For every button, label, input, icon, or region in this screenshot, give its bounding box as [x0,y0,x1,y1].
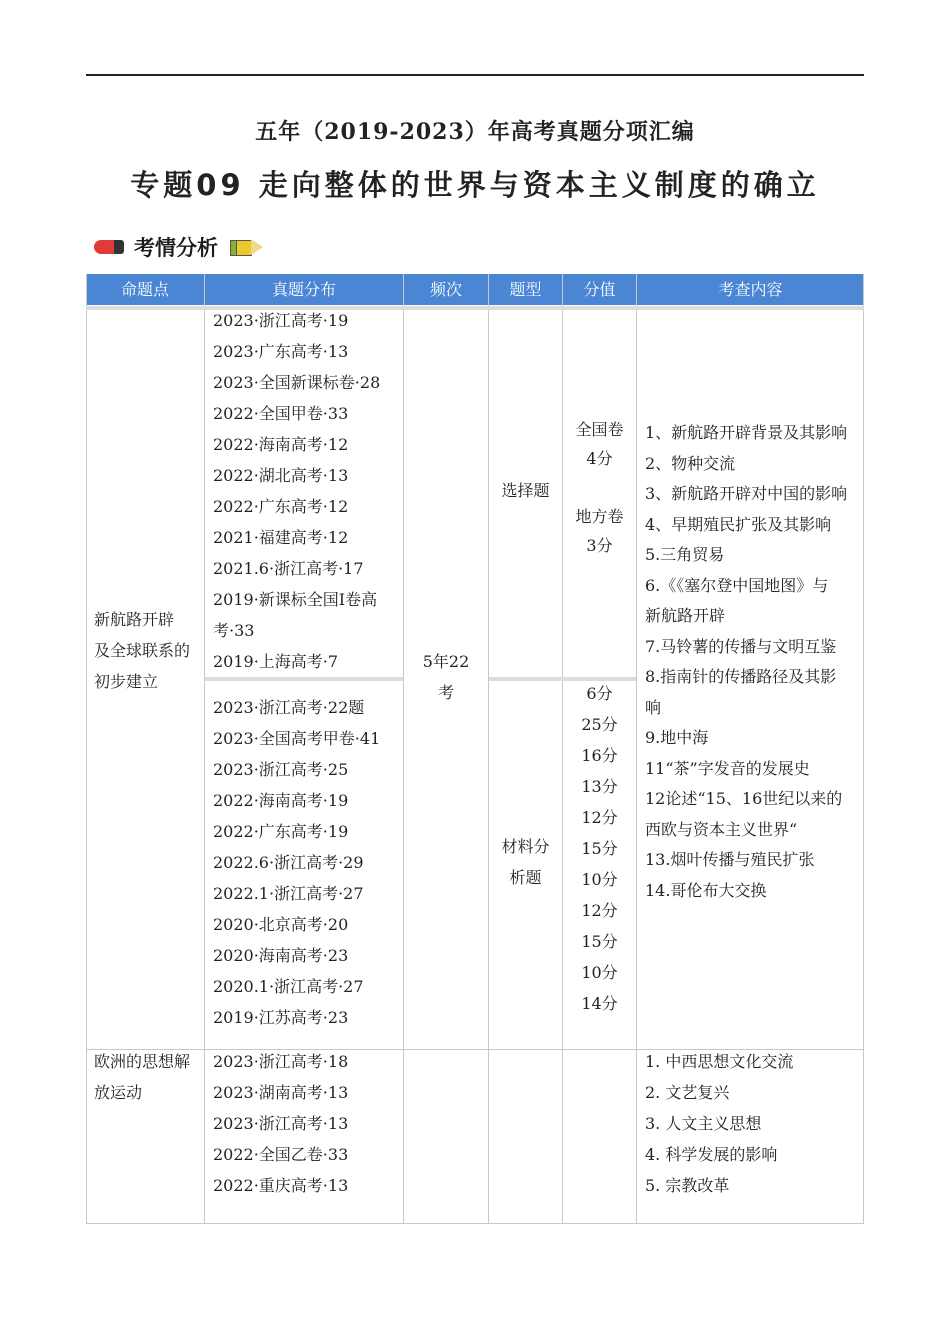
pencil-icon [230,239,264,255]
top-rule [86,74,864,76]
papers-list-material: 2023·浙江高考·22题 2023·全国高考甲卷·41 2023·浙江高考·25 2022·海南高考·19 2022·广东高考·19 2022.6·浙江高考·29 2022.1·浙江高考·27 2020·北京高考·20 2020·海南高考·23 2020.1·浙江高考·27 2019·江苏高考·23 [213,698,381,1027]
content-enlightenment: 1. 中西思想文化交流 2. 文艺复兴 3. 人文主义思想 4. 科学发展的影响 5. 宗教改革 [645,1052,794,1195]
exam-analysis-table [86,274,864,1224]
topic-new-routes: 新航路开辟 及全球联系的 初步建立 [94,610,191,691]
column-header-type: 题型 [489,274,562,305]
score-choice: 全国卷 4分 地方卷 3分 [575,420,624,555]
section-label: 考情分析 [134,236,218,260]
document-title: 专题09 走向整体的世界与资本主义制度的确立 [130,168,820,202]
question-type-choice: 选择题 [501,481,550,500]
question-type-material: 材料分 析题 [501,837,550,887]
papers-list-choice: 2023·浙江高考·19 2023·广东高考·13 2023·全国新课标卷·28 2022·全国甲卷·33 2022·海南高考·12 2022·湖北高考·13 2022·广东高考·12 2021·福建高考·12 2021.6·浙江高考·17 2019·新课标全国Ⅰ卷高 考·33 2019·上海高考·7 [213,311,381,671]
papers-list-enlightenment: 2023·浙江高考·18 2023·湖南高考·13 2023·浙江高考·13 2022·全国乙卷·33 2022·重庆高考·13 [213,1052,349,1195]
score-material: 6分 25分 16分 13分 12分 15分 10分 12分 15分 10分 14分 [581,684,618,1013]
pill-icon [94,240,124,254]
document-subtitle: 五年（2019-2023）年高考真题分项汇编 [255,119,695,145]
column-header-score: 分值 [563,274,636,305]
column-header-content: 考查内容 [637,274,864,305]
section-header [94,233,264,261]
column-header-papers: 真题分布 [205,274,403,305]
column-header-topic: 命题点 [86,274,204,305]
topic-enlightenment: 欧洲的思想解 放运动 [94,1052,191,1102]
content-new-routes: 1、新航路开辟背景及其影响 2、物种交流 3、新航路开辟对中国的影响 4、早期殖民扩张及其影响 5.三角贸易 6.《《塞尔登中国地图》与 新航路开辟 7.马铃薯的传播与文明互鉴 8.指南针的传播路径及其影 响 9.地中海 11“茶”字发音的发展史 12论述“15、16世纪以来的 西欧与资本主义世界“ 13.烟叶传播与殖民扩张 14.哥伦布大交换 [645,423,848,900]
frequency-value: 5年22 考 [422,652,470,702]
column-header-frequency: 频次 [404,274,488,305]
